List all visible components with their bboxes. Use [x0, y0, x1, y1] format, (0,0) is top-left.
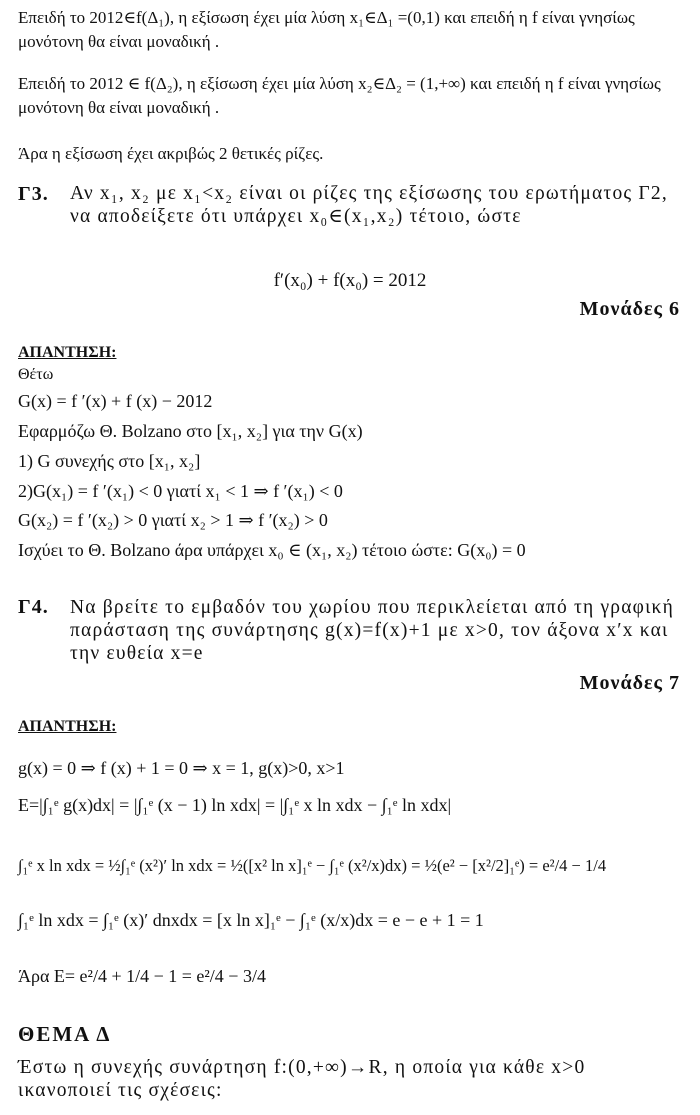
answer-g3-line-7: Ισχύει το Θ. Bolzano άρα υπάρχει x₀ ∈ (x₁, x₂) τέτοιο ώστε: G(x₀) = 0: [18, 540, 526, 560]
question-g3-marks: Μονάδες 6: [579, 298, 680, 320]
question-g3-text: Αν x₁, x₂ με x₁<x₂ είναι οι ρίζες της εξίσωσης του ερωτήματος Γ2, να αποδείξετε ότι υπάρχει x₀∈(x₁,x₂) τέτοιο, ώστε: [70, 183, 668, 227]
question-g4-marks: Μονάδες 7: [579, 672, 680, 694]
answer-g4-label: ΑΠΑΝΤΗΣΗ:: [18, 718, 117, 735]
answer-g4-line-5: Άρα E= e²/4 + 1/4 − 1 = e²/4 − 3/4: [18, 966, 266, 986]
thema-d-text: Έστω η συνεχής συνάρτηση f:(0,+∞)→R, η οποία για κάθε x>0 ικανοποιεί τις σχέσεις:: [18, 1057, 586, 1101]
answer-g3-line-1: Θέτω: [18, 366, 54, 383]
question-g3-formula: f′(x₀) + f(x₀) = 2012: [273, 270, 427, 291]
intro-paragraph-3: Άρα η εξίσωση έχει ακριβώς 2 θετικές ρίζες.: [18, 144, 324, 163]
thema-d-title: ΘΕΜΑ Δ: [18, 1022, 112, 1046]
answer-g4-line-1: g(x) = 0 ⇒ f (x) + 1 = 0 ⇒ x = 1, g(x)>0, x>1: [18, 758, 345, 778]
answer-g3-line-6: G(x₂) = f ′(x₂) > 0 γιατί x₂ > 1 ⇒ f ′(x₂) > 0: [18, 510, 328, 530]
answer-g3-line-3: Εφαρμόζω Θ. Bolzano στο [x₁, x₂] για την G(x): [18, 421, 363, 441]
answer-g3-line-2: G(x) = f ′(x) + f (x) − 2012: [18, 391, 213, 411]
question-g4-text: Να βρείτε το εμβαδόν του χωρίου που περικλείεται από τη γραφική παράσταση της συνάρτησης g(x)=f(x)+1 με x>0, τον άξονα x′x και την ευθεία x=e: [70, 597, 674, 664]
intro-paragraph-1: Επειδή το 2012∈f(Δ₁), η εξίσωση έχει μία λύση x₁∈Δ₁ =(0,1) και επειδή η f είναι γνησίως μονότονη θα είναι μοναδική .: [18, 8, 635, 51]
answer-g4-line-2: E=|∫₁ᵉ g(x)dx| = |∫₁ᵉ (x − 1) ln xdx| = |∫₁ᵉ x ln xdx − ∫₁ᵉ ln xdx|: [18, 795, 452, 815]
question-g3-label: Γ3.: [18, 183, 49, 205]
answer-g3-line-4: 1) G συνεχής στο [x₁, x₂]: [18, 451, 201, 471]
answer-g3-line-5: 2)G(x₁) = f ′(x₁) < 0 γιατί x₁ < 1 ⇒ f ′(x₁) < 0: [18, 481, 343, 501]
answer-g4-line-4: ∫₁ᵉ ln xdx = ∫₁ᵉ (x)′ dnxdx = [x ln x]₁ᵉ − ∫₁ᵉ (x/x)dx = e − e + 1 = 1: [18, 910, 484, 930]
answer-g4-line-3: ∫₁ᵉ x ln xdx = ½∫₁ᵉ (x²)′ ln xdx = ½([x² ln x]₁ᵉ − ∫₁ᵉ (x²/x)dx) = ½(e² − [x²/2]₁ᵉ) = e²/4 − 1/4: [18, 856, 607, 875]
answer-g3-label: ΑΠΑΝΤΗΣΗ:: [18, 344, 117, 361]
intro-paragraph-2: Επειδή το 2012 ∈ f(Δ₂), η εξίσωση έχει μία λύση x₂∈Δ₂ = (1,+∞) και επειδή η f είναι γνησίως μονότονη θα είναι μοναδική .: [18, 74, 661, 117]
question-g4-label: Γ4.: [18, 596, 49, 618]
